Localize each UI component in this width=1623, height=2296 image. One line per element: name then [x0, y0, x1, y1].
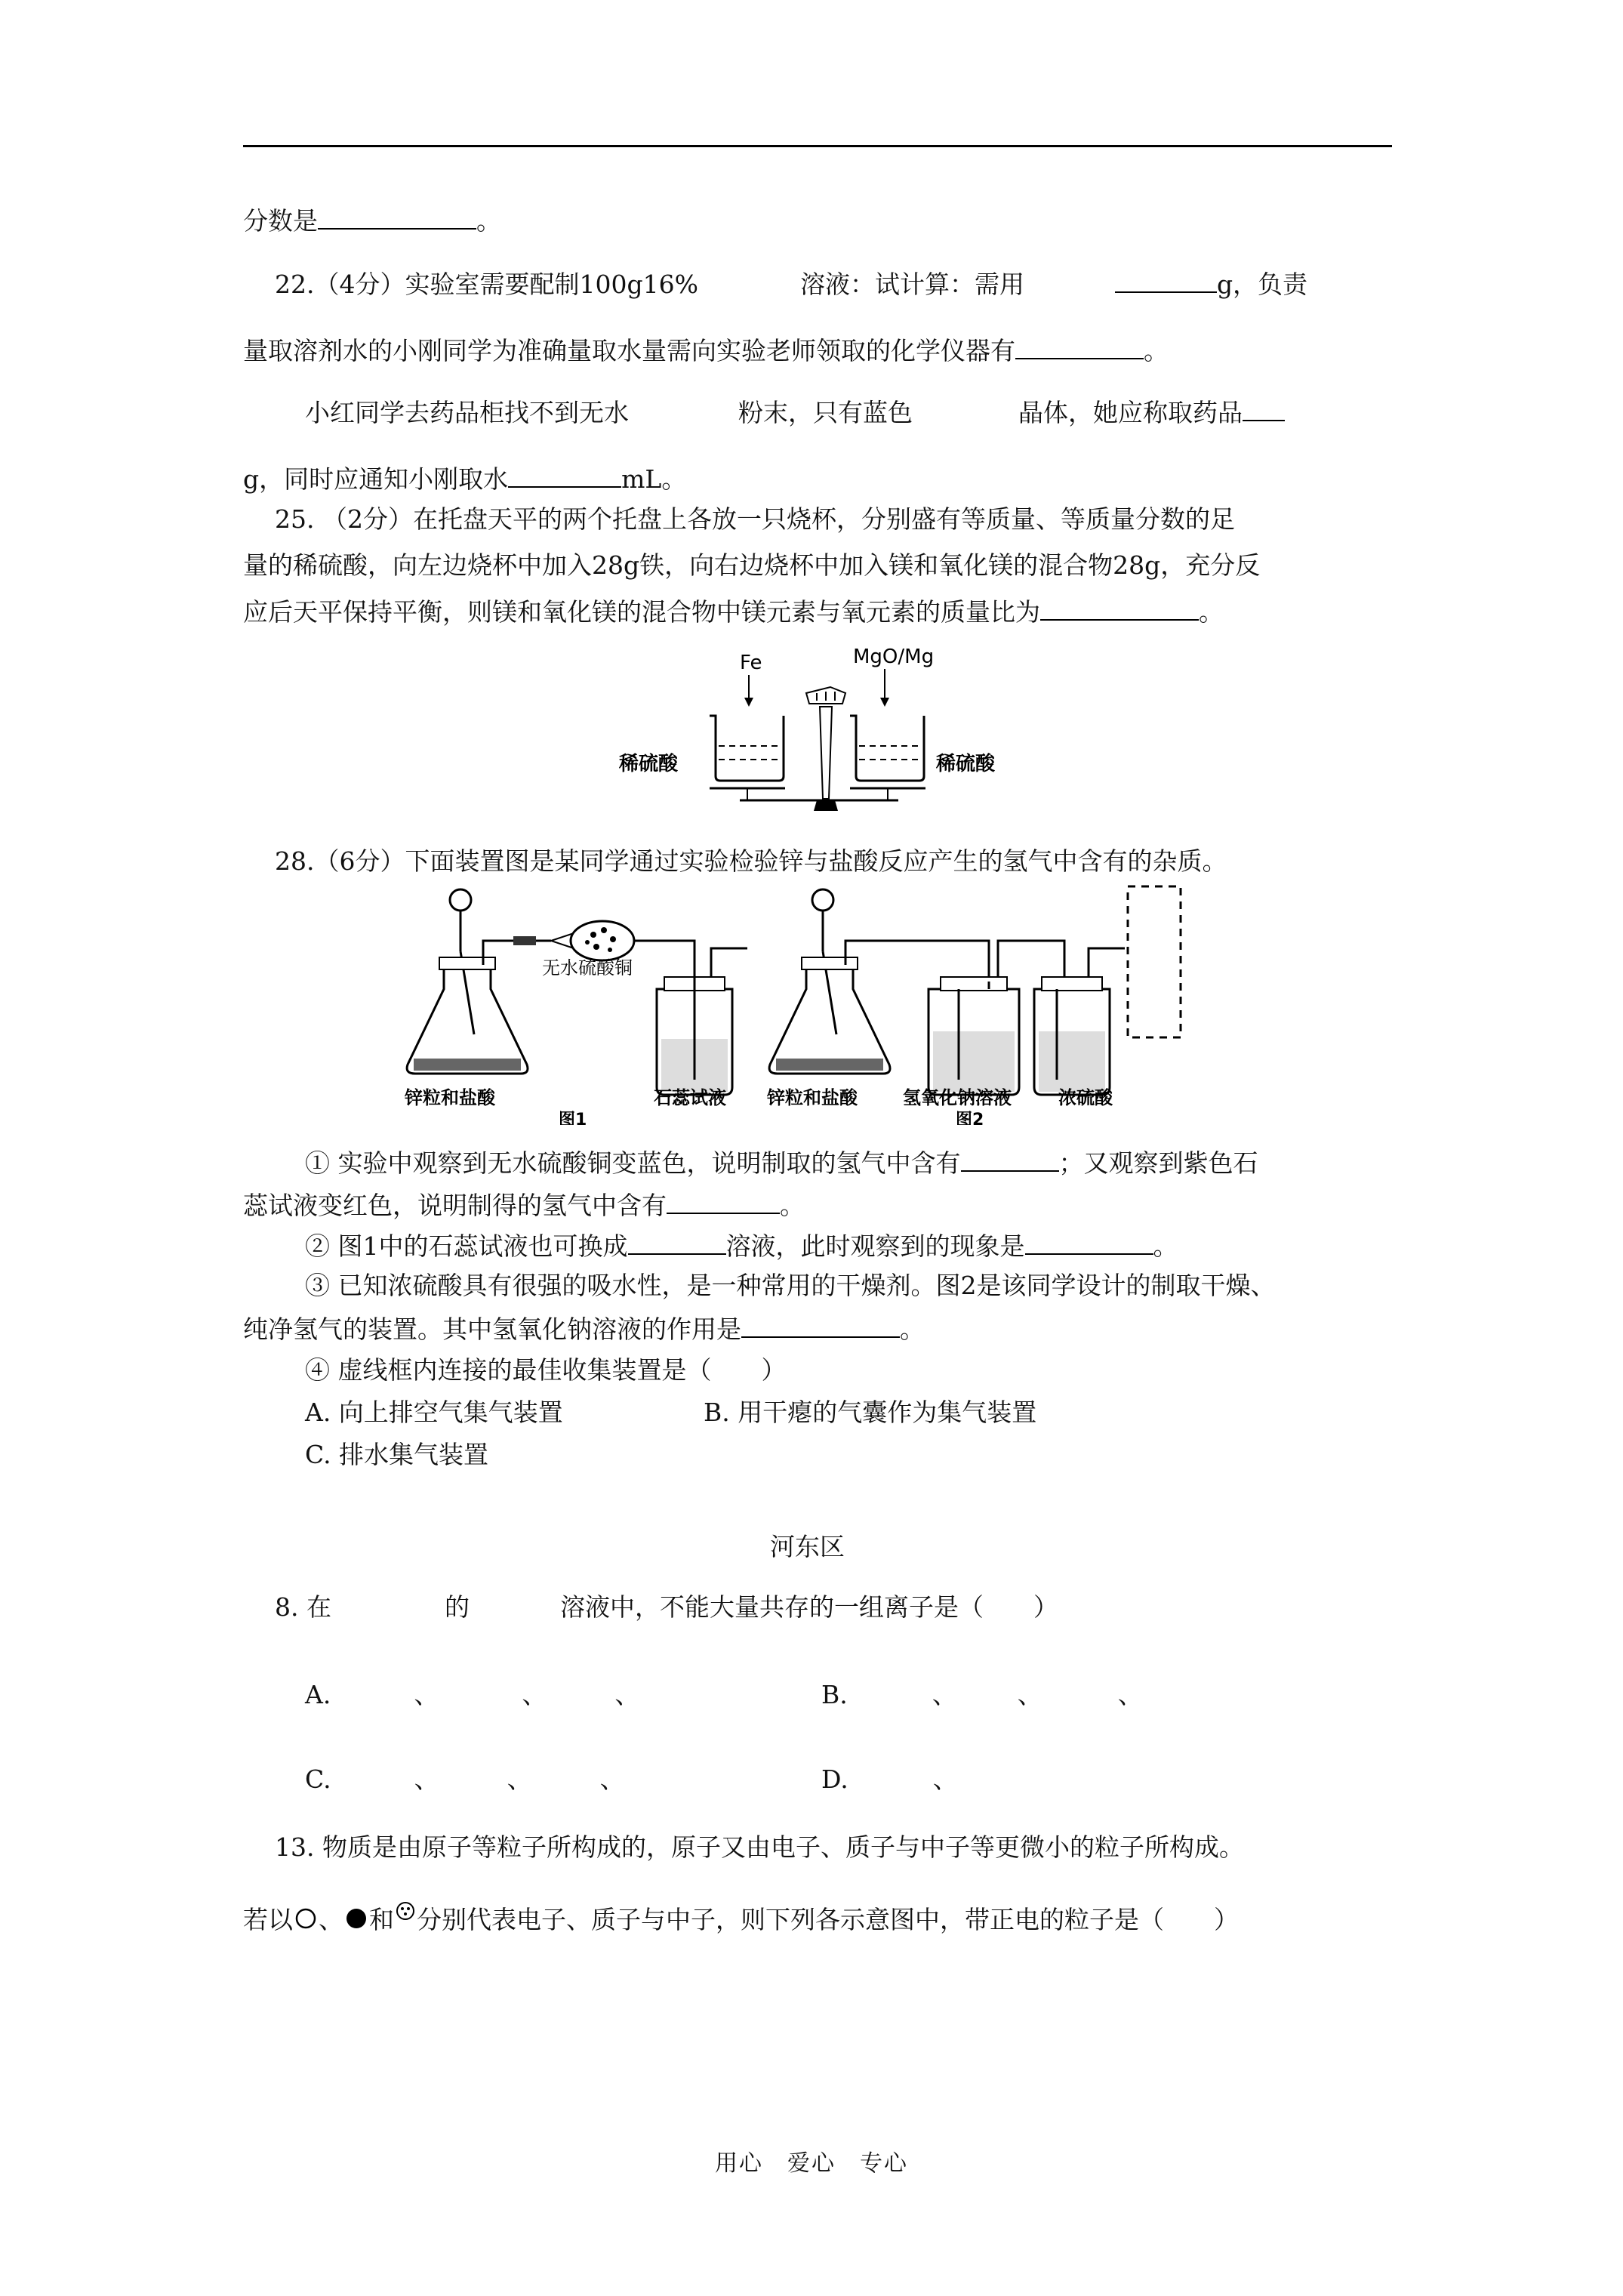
q28-s3-line1: ③ 已知浓硫酸具有很强的吸水性，是一种常用的干燥剂。图2是该同学设计的制取干燥、 [305, 1271, 1276, 1300]
answer-blank [667, 1187, 780, 1214]
q8-option-d [821, 1762, 958, 1797]
text: 、 [319, 1905, 343, 1934]
q8-option-a [305, 1678, 639, 1712]
zn-hcl-label-1: 锌粒和盐酸 [405, 1087, 495, 1108]
q25-line1: 25. （2分）在托盘天平的两个托盘上各放一只烧杯，分别盛有等质量、等质量分数的足 [275, 504, 1235, 534]
text: 。 [476, 206, 501, 236]
q28-s1-line2 [243, 1187, 805, 1223]
q28-s3-line2 [243, 1311, 925, 1347]
text: g，负责 [1216, 270, 1308, 299]
q22-prompt: 22.（4分）实验室需要配制100g16% [275, 270, 698, 299]
text: 溶液：试计算：需用 [799, 270, 1024, 299]
text: 。 [900, 1314, 925, 1344]
balance-pointer [820, 707, 832, 799]
text: 。 [1199, 597, 1224, 627]
text: 量取溶剂水的小刚同学为准确量取水量需向实验老师领取的化学仪器有 [243, 336, 1015, 365]
right-acid-label: 稀硫酸 [936, 753, 996, 775]
separator: 、 [599, 1764, 625, 1794]
q28-intro: 28.（6分）下面装置图是某同学通过实验检验锌与盐酸反应产生的氢气中含有的杂质。 [275, 846, 1227, 876]
separator: 、 [414, 1680, 439, 1709]
prev-question-tail [243, 202, 501, 239]
text: 若以 [243, 1905, 293, 1934]
q8-stem [275, 1590, 1058, 1625]
q25-line2: 量的稀硫酸，向左边烧杯中加入28g铁，向右边烧杯中加入镁和氧化镁的混合物28g，充分反 [243, 550, 1261, 580]
answer-blank [628, 1228, 726, 1255]
drying-tube [571, 921, 634, 960]
q8-option-c [305, 1762, 625, 1797]
separator: 、 [507, 1764, 532, 1794]
apparatus-figure [400, 883, 1185, 1125]
conical-flask-1 [407, 966, 528, 1074]
conical-flask-2 [769, 966, 890, 1074]
q13-line2 [243, 1900, 1239, 1937]
q22-line3 [305, 394, 1285, 430]
cuso4-label: 无水硫酸铜 [542, 957, 633, 978]
option-letter: A. [305, 1680, 331, 1709]
zn-hcl-liquid [414, 1059, 521, 1071]
proton-filled-circle-icon [343, 1906, 369, 1931]
text: 晶体，她应称取药品 [1018, 398, 1243, 427]
litmus-label: 石蕊试液 [654, 1087, 726, 1108]
separator: 、 [1117, 1680, 1143, 1709]
section-heading: 河东区 [770, 1532, 845, 1561]
q25-line3 [243, 593, 1224, 630]
q28-option-a: A. 向上排空气集气装置 [305, 1398, 563, 1427]
text: 分别代表电子、质子与中子，则下列各示意图中，带正电的粒子是（ ） [417, 1905, 1239, 1934]
fe-label: Fe [740, 652, 762, 674]
q22-line2 [243, 332, 1169, 368]
separator: 、 [932, 1680, 957, 1709]
option-letter: D. [821, 1764, 848, 1794]
separator: 、 [614, 1680, 640, 1709]
text: 的 [444, 1592, 470, 1622]
q22-line1 [275, 266, 1307, 302]
text: 分数是 [243, 206, 318, 236]
fig1-caption: 图1 [559, 1111, 587, 1125]
q28-option-b: B. 用干瘪的气囊作为集气装置 [704, 1398, 1037, 1427]
text: g，同时应通知小刚取水 [243, 464, 509, 494]
h2so4-label: 浓硫酸 [1058, 1087, 1113, 1108]
left-acid-label: 稀硫酸 [619, 753, 679, 775]
zn-hcl-label-2: 锌粒和盐酸 [767, 1087, 858, 1108]
answer-blank [961, 1145, 1059, 1172]
text: 和 [369, 1905, 394, 1934]
delivery-tube [845, 941, 989, 982]
stopper [439, 957, 495, 969]
answer-blank [1115, 266, 1217, 293]
answer-blank [1025, 1228, 1153, 1255]
left-beaker [710, 716, 784, 781]
text: mL。 [621, 464, 687, 494]
mg-arrow-head [880, 698, 889, 707]
q28-s2 [305, 1228, 1178, 1264]
balance-base [814, 800, 838, 811]
q28-s1-line1 [305, 1145, 1258, 1181]
text: ；又观察到紫色石 [1058, 1148, 1258, 1178]
q8-option-b [821, 1678, 1143, 1712]
answer-blank [508, 461, 621, 488]
right-beaker [850, 716, 924, 781]
q22-line4 [243, 461, 686, 497]
text: 溶液中，不能大量共存的一组离子是（ ） [559, 1592, 1058, 1622]
text: 。 [1144, 336, 1169, 365]
q28-option-c: C. 排水集气装置 [305, 1440, 489, 1469]
q28-s4: ④ 虚线框内连接的最佳收集装置是（ ） [305, 1355, 787, 1385]
funnel-bulb [450, 889, 471, 911]
text: 应后天平保持平衡，则镁和氧化镁的混合物中镁元素与氧元素的质量比为 [243, 597, 1040, 627]
fe-arrow-head [744, 698, 753, 707]
neutron-dotted-circle-icon [394, 1900, 417, 1922]
fig2-caption: 图2 [956, 1111, 984, 1125]
collection-dashed-box [1128, 886, 1181, 1037]
naoh-label: 氢氧化钠溶液 [903, 1087, 1012, 1108]
separator: 、 [522, 1680, 547, 1709]
balance-figure [619, 640, 1042, 821]
answer-blank [318, 202, 476, 230]
text: 蕊试液变红色，说明制得的氢气中含有 [243, 1191, 667, 1220]
text: ② 图1中的石蕊试液也可换成 [305, 1231, 628, 1261]
separator: 、 [414, 1764, 439, 1794]
answer-blank [741, 1311, 900, 1338]
answer-blank [1040, 593, 1199, 621]
mgo-mg-label: MgO/Mg [853, 646, 935, 668]
separator: 、 [932, 1764, 958, 1794]
text: 小红同学去药品柜找不到无水 [305, 398, 629, 427]
text: 粉末，只有蓝色 [738, 398, 913, 427]
text: 。 [1153, 1231, 1178, 1261]
text: 纯净氢气的装置。其中氢氧化钠溶液的作用是 [243, 1314, 741, 1344]
option-letter: C. [305, 1764, 331, 1794]
text: ① 实验中观察到无水硫酸铜变蓝色，说明制取的氢气中含有 [305, 1148, 961, 1178]
text: 溶液，此时观察到的现象是 [725, 1231, 1025, 1261]
separator: 、 [1017, 1680, 1042, 1709]
page-footer: 用心 爱心 专心 [715, 2150, 908, 2177]
option-letter: B. [821, 1680, 848, 1709]
text: 8. 在 [275, 1592, 331, 1622]
q13-line1: 13. 物质是由原子等粒子所构成的，原子又由电子、质子与中子等更微小的粒子所构成。 [275, 1832, 1244, 1862]
answer-blank [1015, 332, 1144, 359]
text: 。 [780, 1191, 805, 1220]
answer-blank [1243, 394, 1285, 421]
header-rule [243, 145, 1392, 147]
electron-open-circle-icon [293, 1906, 319, 1931]
